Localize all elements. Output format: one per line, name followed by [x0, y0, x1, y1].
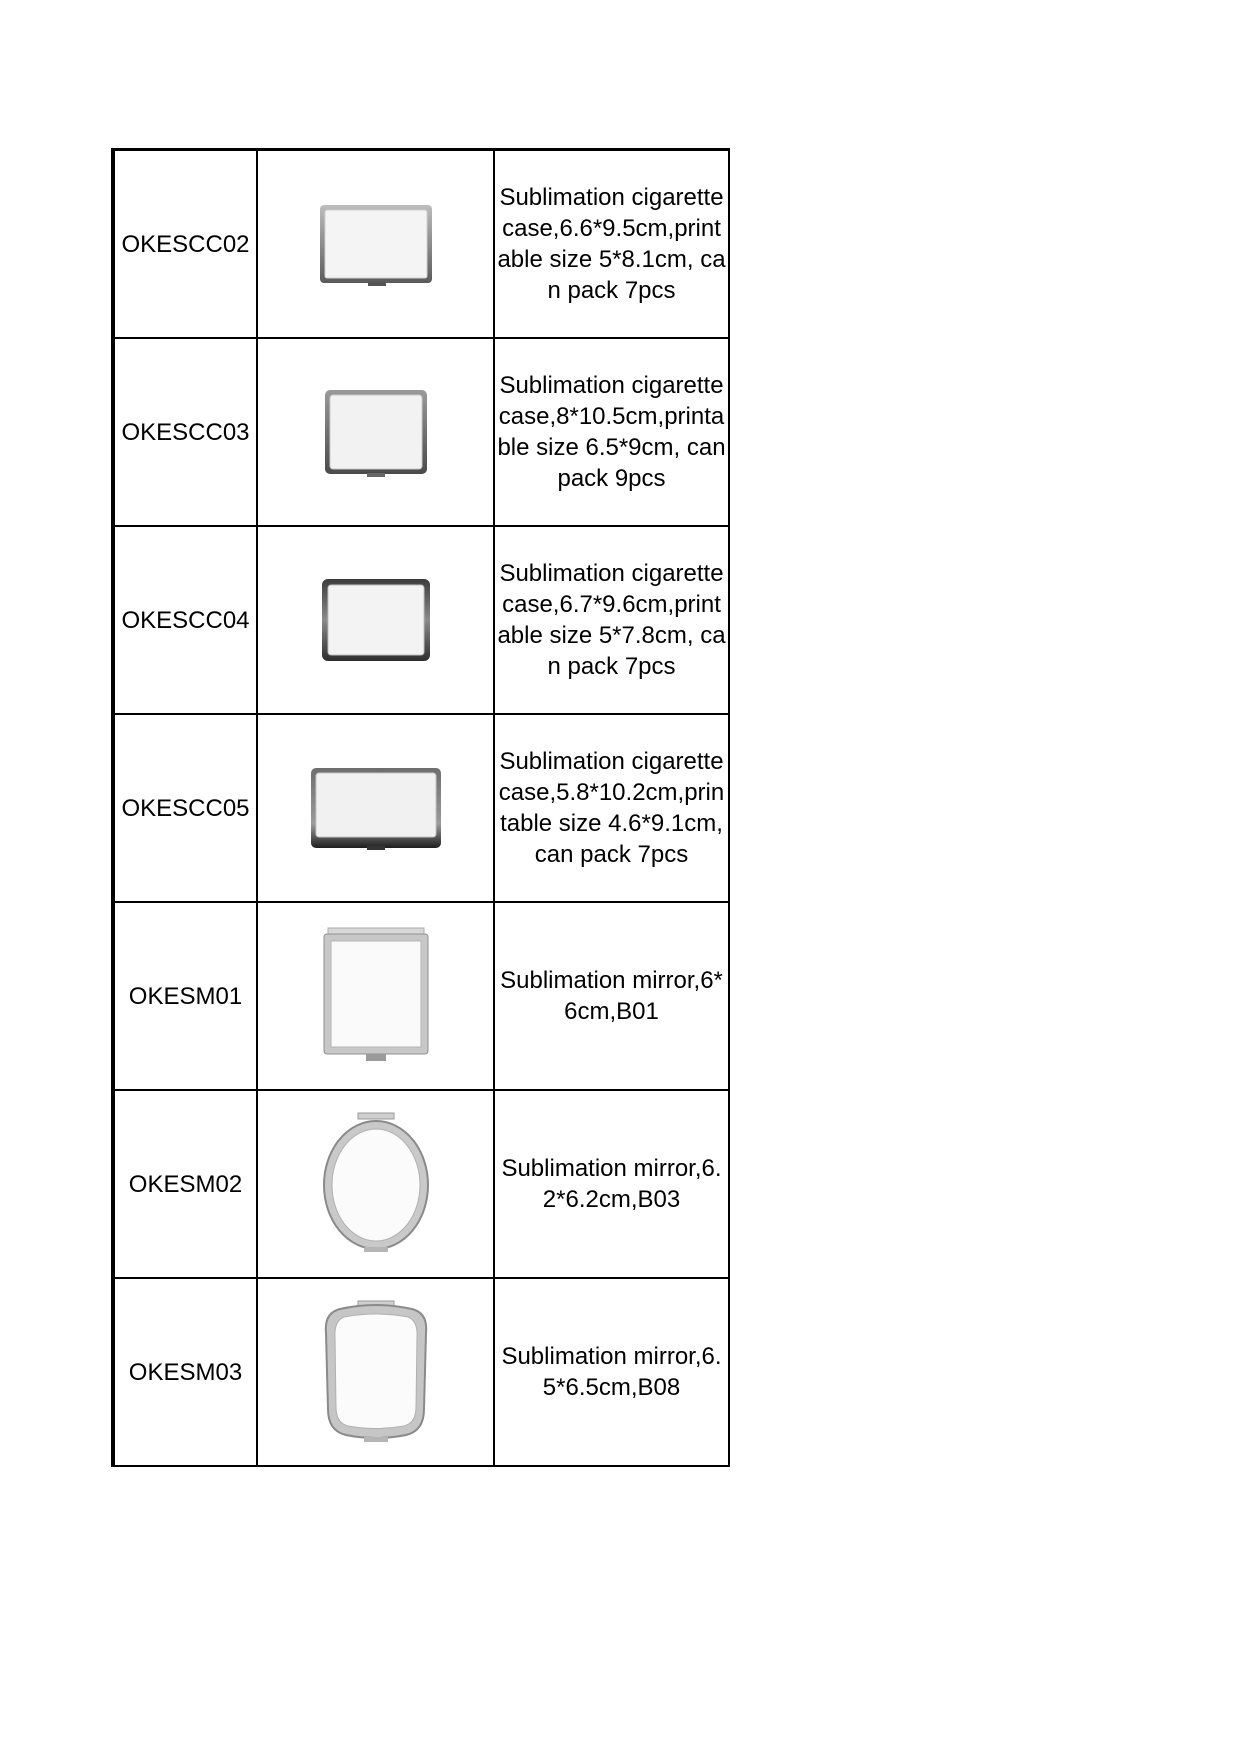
product-code: OKESCC02 — [121, 230, 250, 258]
product-code-cell — [113, 338, 257, 526]
product-description-cell — [494, 1090, 729, 1278]
product-image-cell — [257, 150, 494, 339]
table-row — [113, 150, 729, 339]
rounded-square-compact-mirror-icon — [320, 1299, 432, 1445]
cigarette-case-icon — [316, 199, 436, 289]
product-image-cell — [257, 714, 494, 902]
product-description-cell — [494, 150, 729, 339]
product-description-cell — [494, 338, 729, 526]
round-compact-mirror-icon — [320, 1111, 432, 1257]
cigarette-case-icon — [318, 575, 434, 665]
product-image-cell — [257, 1090, 494, 1278]
product-code-cell — [113, 1090, 257, 1278]
product-description: Sublimation mirror,6.5*6.5cm,B08 — [501, 1343, 722, 1401]
product-code: OKESCC03 — [121, 418, 250, 446]
product-code: OKESCC05 — [121, 794, 250, 822]
product-image-cell — [257, 338, 494, 526]
product-code-cell — [113, 714, 257, 902]
product-code: OKESM03 — [128, 1358, 243, 1386]
product-code-cell — [113, 902, 257, 1090]
product-description: Sublimation cigarette case,5.8*10.2cm,printable size 4.6*9.1cm, can pack 7pcs — [498, 748, 725, 868]
product-description: Sublimation mirror,6.2*6.2cm,B03 — [501, 1155, 722, 1213]
product-description-cell — [494, 1278, 729, 1466]
product-code: OKESCC04 — [121, 606, 250, 634]
product-code: OKESM01 — [128, 982, 243, 1010]
table-row — [113, 526, 729, 714]
product-catalog-table — [111, 148, 730, 1467]
product-image-cell — [257, 526, 494, 714]
square-compact-mirror-icon — [320, 926, 432, 1066]
table-row — [113, 338, 729, 526]
product-description: Sublimation cigarette case,6.6*9.5cm,printable size 5*8.1cm, can pack 7pcs — [497, 184, 726, 304]
product-image-cell — [257, 902, 494, 1090]
product-image-cell — [257, 1278, 494, 1466]
cigarette-case-icon — [321, 386, 431, 478]
table-row — [113, 714, 729, 902]
product-code: OKESM02 — [128, 1170, 243, 1198]
product-description: Sublimation cigarette case,6.7*9.6cm,printable size 5*7.8cm, can pack 7pcs — [497, 560, 726, 680]
product-description: Sublimation mirror,6*6cm,B01 — [500, 967, 723, 1025]
product-description-cell — [494, 714, 729, 902]
table-row — [113, 902, 729, 1090]
table-row — [113, 1278, 729, 1466]
table-row — [113, 1090, 729, 1278]
product-code-cell — [113, 1278, 257, 1466]
product-code-cell — [113, 526, 257, 714]
product-description: Sublimation cigarette case,8*10.5cm,printable size 6.5*9cm, can pack 9pcs — [497, 372, 726, 492]
cigarette-case-icon — [307, 764, 445, 852]
product-code-cell — [113, 150, 257, 339]
product-description-cell — [494, 526, 729, 714]
product-description-cell — [494, 902, 729, 1090]
